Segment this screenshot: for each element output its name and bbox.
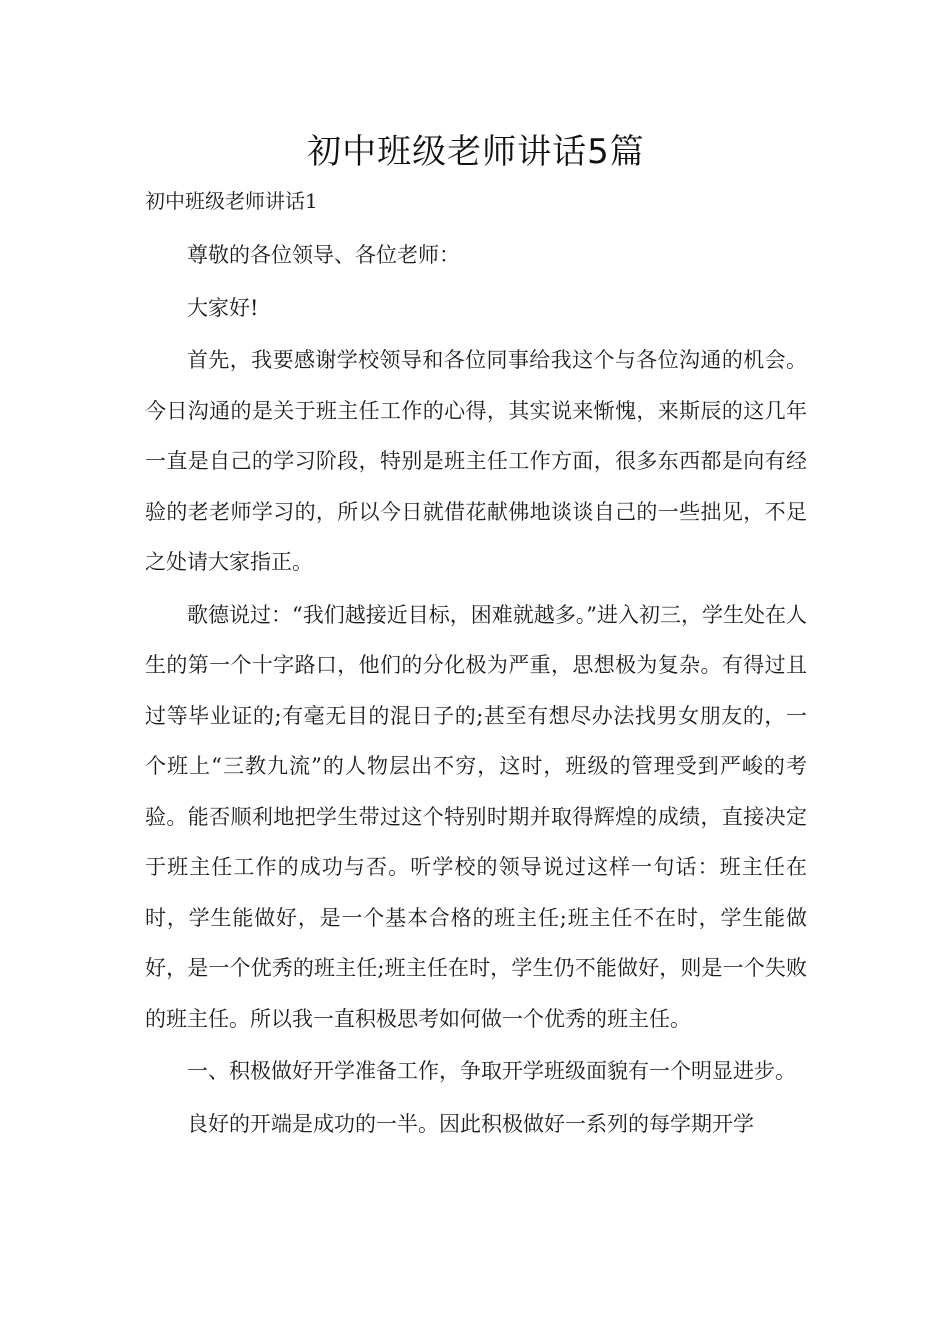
document-body: [145, 230, 807, 1151]
document-title: 初中班级老师讲话5篇: [307, 132, 645, 172]
speech-subheading: 初中班级老师讲话1: [145, 189, 318, 213]
paragraph-intro: 首先，我要感谢学校领导和各位同事给我这个与各位沟通的机会。今日沟通的是关于班主任工作的心得，其实说来惭愧，来斯辰的这几年一直是自己的学习阶段，特别是班主任工作方面，很多东西都是向有经验的老老师学习的，所以今日就借花献佛地谈谈自己的一些拙见，不足之处请大家指正。: [145, 348, 807, 574]
paragraph-section-one: 一、积极做好开学准备工作，争取开学班级面貌有一个明显进步。: [187, 1059, 796, 1083]
paragraph-hello: 大家好!: [187, 295, 259, 320]
paragraph-greeting: 尊敬的各位领导、各位老师：: [187, 243, 460, 267]
paragraph-good-start: 良好的开端是成功的一半。因此积极做好一系列的每学期开学: [187, 1111, 754, 1136]
paragraph-goethe: 歌德说过：“我们越接近目标，困难就越多。”进入初三，学生处在人生的第一个十字路口，他们的分化极为严重，思想极为复杂。有得过且过等毕业证的;有毫无目的混日子的;甚至有想尽办法找男女朋友的，一个班上“三教九流”的人物层出不穷，这时，班级的管理受到严峻的考验。能否顺利地把学生带过这个特别时期并取得辉煌的成绩，直接决定于班主任工作的成功与否。听学校的领导说过这样一句话：班主任在时，学生能做好，是一个基本合格的班主任;班主任不在时，学生能做好，是一个优秀的班主任;班主任在时，学生仍不能做好，则是一个失败的班主任。所以我一直积极思考如何做一个优秀的班主任。: [145, 602, 807, 1031]
